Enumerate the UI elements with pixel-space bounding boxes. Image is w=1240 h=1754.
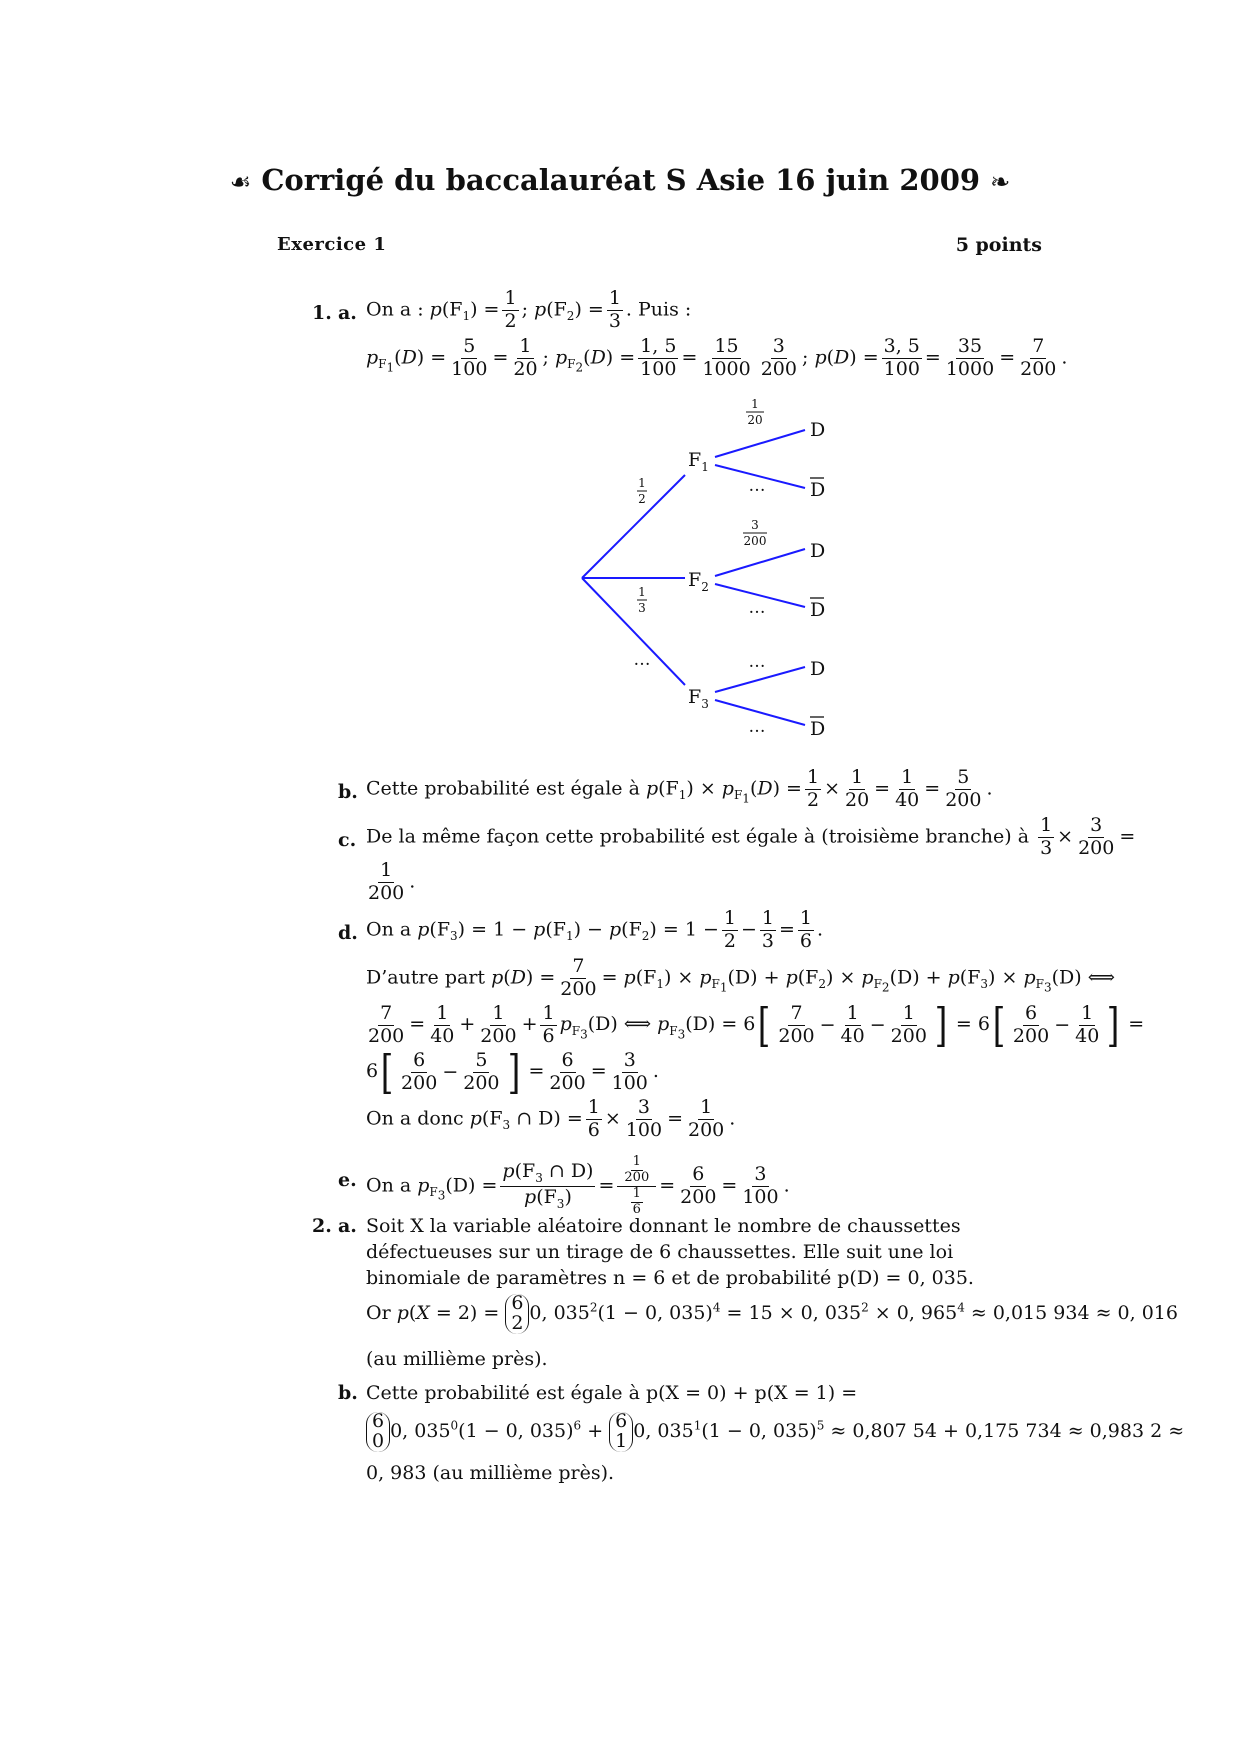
question-1-number: 1.	[312, 302, 332, 324]
question-1e-label: e.	[338, 1169, 357, 1191]
question-1a-label: a.	[338, 302, 357, 324]
dots-2: …	[748, 598, 766, 618]
leaf-f1-dbar: D	[810, 479, 826, 501]
q1c-line1: De la même façon cette probabilité est égale à (troisième branche) à $\frac{1}{3}$ × $\frac{3}{200}$ =	[366, 814, 1136, 859]
leaf-f3-d: D	[810, 658, 826, 680]
q2b-result: ≈ 0,807 54 + 0,175 734 ≈ 0,983 2 ≈	[830, 1419, 1185, 1442]
q2a-result: ≈ 0,015 934 ≈ 0, 016	[970, 1301, 1178, 1324]
q1a-puis: . Puis :	[625, 298, 692, 321]
q1d-text3: On a donc	[366, 1107, 470, 1130]
question-2a-label: a.	[338, 1215, 357, 1237]
dots-3: …	[748, 652, 766, 672]
probability-tree	[560, 395, 860, 755]
ornament-left-icon: ☙	[229, 168, 252, 196]
q1d-line1: On a $p(F_3) = 1 - p(F_1) - p(F_2) = 1$ − $\frac{1}{2}$ − $\frac{1}{3}$ = $\frac{1}{6}$ .	[366, 907, 824, 952]
q1c-text: De la même façon cette probabilité est égale à (troisième branche) à	[366, 825, 1036, 848]
question-1d-label: d.	[338, 922, 358, 944]
p-f1-num: 1	[638, 476, 646, 490]
node-f1: $F_1$	[688, 449, 709, 474]
q1a-line2: $p_{F_1}(D)$ = $\frac{5}{100}$ = $\frac{1}{20}$ ; $p_{F_2}(D)$ = $\frac{1, 5}{100}$ = $\frac{15}{1000}$ $\frac{3}{200}$ ; p(D) = $\frac{3, 5}{100}$ = $\frac{35}{1000}$ = $\frac{7}{200}$ .	[366, 335, 1068, 380]
q1a-line1: On a : $p(F_1)$ = $\frac{1}{2}$ ; $p(F_2)$ = $\frac{1}{3}$ . Puis :	[366, 287, 692, 332]
leaf-f2-dbar: D	[810, 599, 826, 621]
node-f3: $F_3$	[688, 686, 709, 711]
p-f2-num: 1	[638, 585, 646, 599]
q1d-text2: D’autre part	[366, 966, 492, 989]
q2b-formula: 6 0 0, $035^0(1 - 0$, 035)$^6$ + 6 1 0, $035^1(1 - 0$, 035)$^5$ ≈ 0,807 54 + 0,175 734 ≈ 0,983 2 ≈	[366, 1412, 1184, 1452]
q2b-text: Cette probabilité est égale à p(X = 0) + p(X = 1) =	[366, 1382, 858, 1404]
question-1c-label: c.	[338, 829, 357, 851]
q1d-line5: On a donc $p(F_3$ ∩ D) = $\frac{1}{6}$ × $\frac{3}{100}$ = $\frac{1}{200}$ .	[366, 1096, 736, 1141]
p-f1-den: 2	[638, 492, 646, 506]
q2a-text: Soit X la variable aléatoire donnant le nombre de chaussettes défectueuses sur un tirage de 6 chaussettes. Elle suit une loi binomiale de paramètres n = 6 et de probabilité p(D) = 0, 035.	[366, 1215, 974, 1289]
branch-f1	[582, 475, 685, 578]
p-d-f2-den: 200	[743, 534, 767, 548]
ornament-right-icon: ❧	[990, 168, 1011, 196]
leaf-f2-d: D	[810, 540, 826, 562]
q2b-final: 0, 983 (au millième près).	[366, 1462, 615, 1484]
q1d-line3: $\frac{7}{200}$ = $\frac{1}{40}$ + $\frac{1}{200}$ + $\frac{1}{6}$ $p_{F_3}(D)$ ⟺ $p_{F_3}(D) = 6$ [ $\frac{7}{200}$ − $\frac{1}{40}$ − $\frac{1}{200}$ ] = 6 [ $\frac{6}{200}$ − $\frac{1}{40}$ ] =	[368, 998, 1145, 1052]
p-d-f1-num: 1	[751, 397, 759, 411]
exercise-heading: Exercice 1	[277, 234, 387, 255]
p-d-f2-num: 3	[751, 518, 759, 532]
page-title	[0, 163, 1240, 197]
title-text: Corrigé du baccalauréat S Asie 16 juin 2009	[261, 163, 981, 197]
question-2b-label: b.	[338, 1382, 358, 1404]
q1e-line: On a $p_{F_3}(D)$ = $\frac{p(F_3 \cap D)}{p(F_3)}$ = $\frac{\frac{1}{200}}{\frac{1}{6}}$ = $\frac{6}{200}$ = $\frac{3}{100}$ .	[366, 1154, 790, 1217]
q1b-line: Cette probabilité est égale à $p(F_1) \times p_{F_1}(D)$ = $\frac{1}{2}$ × $\frac{1}{20}$ = $\frac{1}{40}$ = $\frac{5}{200}$ .	[366, 766, 993, 811]
leaf-f3-dbar: D	[810, 718, 826, 740]
q2a-formula: Or p(X = 2) = 6 2 0, $035^2(1 - 0$, 035)$^4$ = 15 × 0, $035^2 \times 0$, $965^4 \approx 0,015$ 934 ≈ 0, 016	[366, 1292, 1178, 1334]
p-f3-dots: …	[633, 650, 651, 670]
dots-1: …	[748, 476, 766, 496]
q1a-intro: On a :	[366, 298, 430, 321]
p-f2-den: 3	[638, 601, 646, 615]
branch-f1-d	[715, 430, 805, 457]
q2a-note: (au millième près).	[366, 1348, 548, 1370]
q1d-text1: On a	[366, 918, 418, 941]
branch-f2-d	[715, 549, 805, 576]
node-f2: $F_2$	[688, 569, 709, 594]
q1d-line2: D’autre part p(D) = $\frac{7}{200}$ = $p(F_1) \times p_{F_1}(D) + p(F_2) \times p_{F_2}(D) + p(F_3) \times p_{F_3}(D)$ ⟺	[366, 955, 1115, 1000]
q1e-text: On a	[366, 1174, 418, 1197]
exercise-points: 5 points	[955, 234, 1042, 256]
q1c-line2: $\frac{1}{200}$ .	[368, 859, 416, 904]
question-2-number: 2.	[312, 1215, 332, 1237]
leaf-f1-d: D	[810, 419, 826, 441]
q1d-line4: 6 [ $\frac{6}{200}$ − $\frac{5}{200}$ ] = $\frac{6}{200}$ = $\frac{3}{100}$ .	[366, 1045, 659, 1099]
dots-4: …	[748, 717, 766, 737]
q2a-or: Or	[366, 1301, 397, 1324]
question-1b-label: b.	[338, 781, 358, 803]
q1b-text: Cette probabilité est égale à	[366, 777, 646, 800]
p-d-f1-den: 20	[747, 413, 763, 427]
